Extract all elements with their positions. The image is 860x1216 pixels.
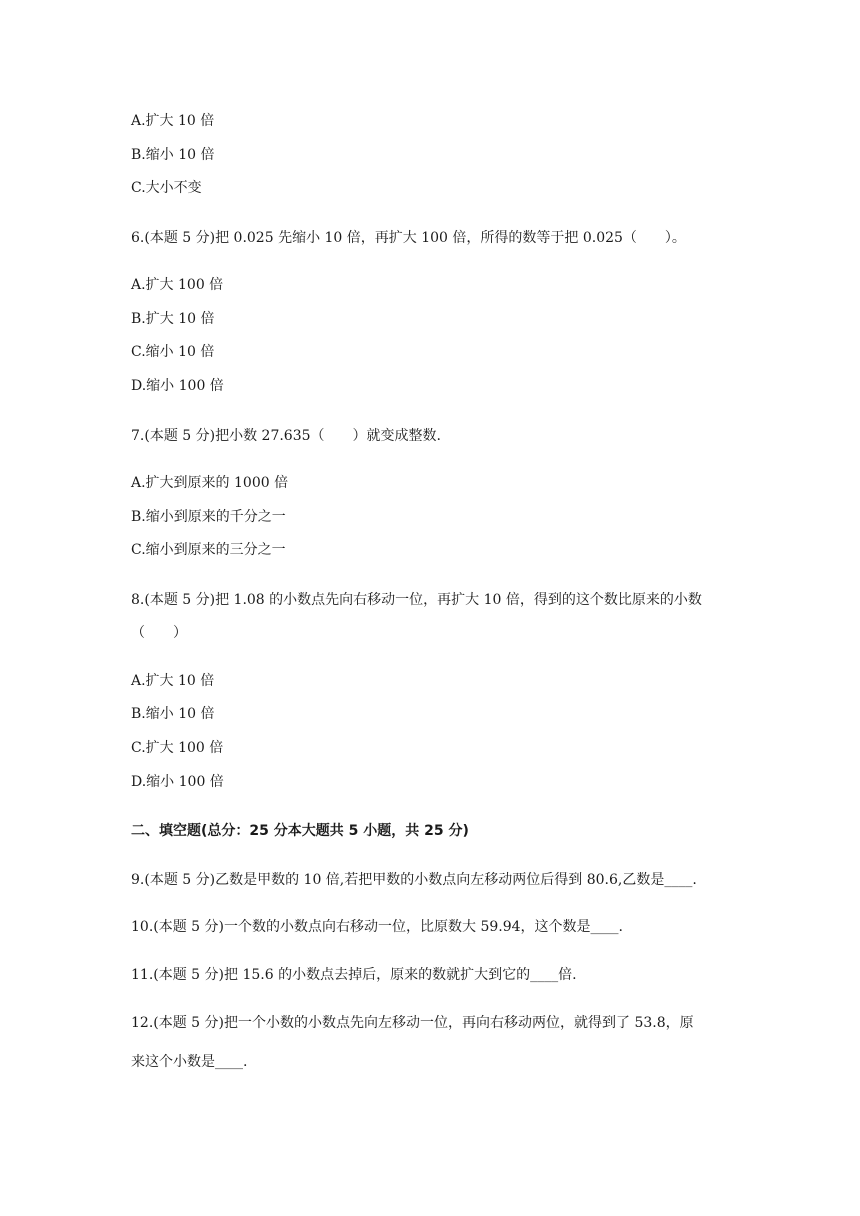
q8-stem-line2: （ ） bbox=[131, 625, 187, 641]
q8-stem-line1: 8.(本题 5 分)把 1.08 的小数点先向右移动一位，再扩大 10 倍，得到的这个数比原来的小数 bbox=[131, 592, 702, 608]
q6-stem: 6.(本题 5 分)把 0.025 先缩小 10 倍，再扩大 100 倍，所得的数等于把 0.025（ ）。 bbox=[131, 230, 686, 246]
q8-option-a: A.扩大 10 倍 bbox=[131, 673, 215, 689]
q12-stem-line1: 12.(本题 5 分)把一个小数的小数点先向左移动一位，再向右移动两位，就得到了 53.8，原 bbox=[131, 1015, 694, 1031]
q9-stem: 9.(本题 5 分)乙数是甲数的 10 倍,若把甲数的小数点向左移动两位后得到 80.6,乙数是____. bbox=[131, 872, 697, 888]
q8-option-c: C.扩大 100 倍 bbox=[131, 740, 224, 756]
q12-stem-line2: 来这个小数是____. bbox=[131, 1054, 248, 1070]
q6-option-d: D.缩小 100 倍 bbox=[131, 378, 224, 394]
q6-option-b: B.扩大 10 倍 bbox=[131, 311, 215, 327]
q8-option-b: B.缩小 10 倍 bbox=[131, 706, 215, 722]
q7-option-a: A.扩大到原来的 1000 倍 bbox=[131, 475, 289, 491]
q5-option-c: C.大小不变 bbox=[131, 180, 202, 196]
q8-option-d: D.缩小 100 倍 bbox=[131, 774, 224, 790]
section-heading: 二、填空题(总分：25 分本大题共 5 小题，共 25 分) bbox=[131, 823, 469, 839]
q5-option-a: A.扩大 10 倍 bbox=[131, 113, 215, 129]
q5-option-b: B.缩小 10 倍 bbox=[131, 147, 215, 163]
q10-stem: 10.(本题 5 分)一个数的小数点向右移动一位，比原数大 59.94，这个数是____. bbox=[131, 919, 623, 935]
q7-stem: 7.(本题 5 分)把小数 27.635（ ）就变成整数. bbox=[131, 428, 441, 444]
q6-option-c: C.缩小 10 倍 bbox=[131, 344, 215, 360]
q7-option-b: B.缩小到原来的千分之一 bbox=[131, 509, 286, 525]
q11-stem: 11.(本题 5 分)把 15.6 的小数点去掉后，原来的数就扩大到它的____倍. bbox=[131, 967, 577, 983]
q6-option-a: A.扩大 100 倍 bbox=[131, 277, 224, 293]
q7-option-c: C.缩小到原来的三分之一 bbox=[131, 542, 286, 558]
